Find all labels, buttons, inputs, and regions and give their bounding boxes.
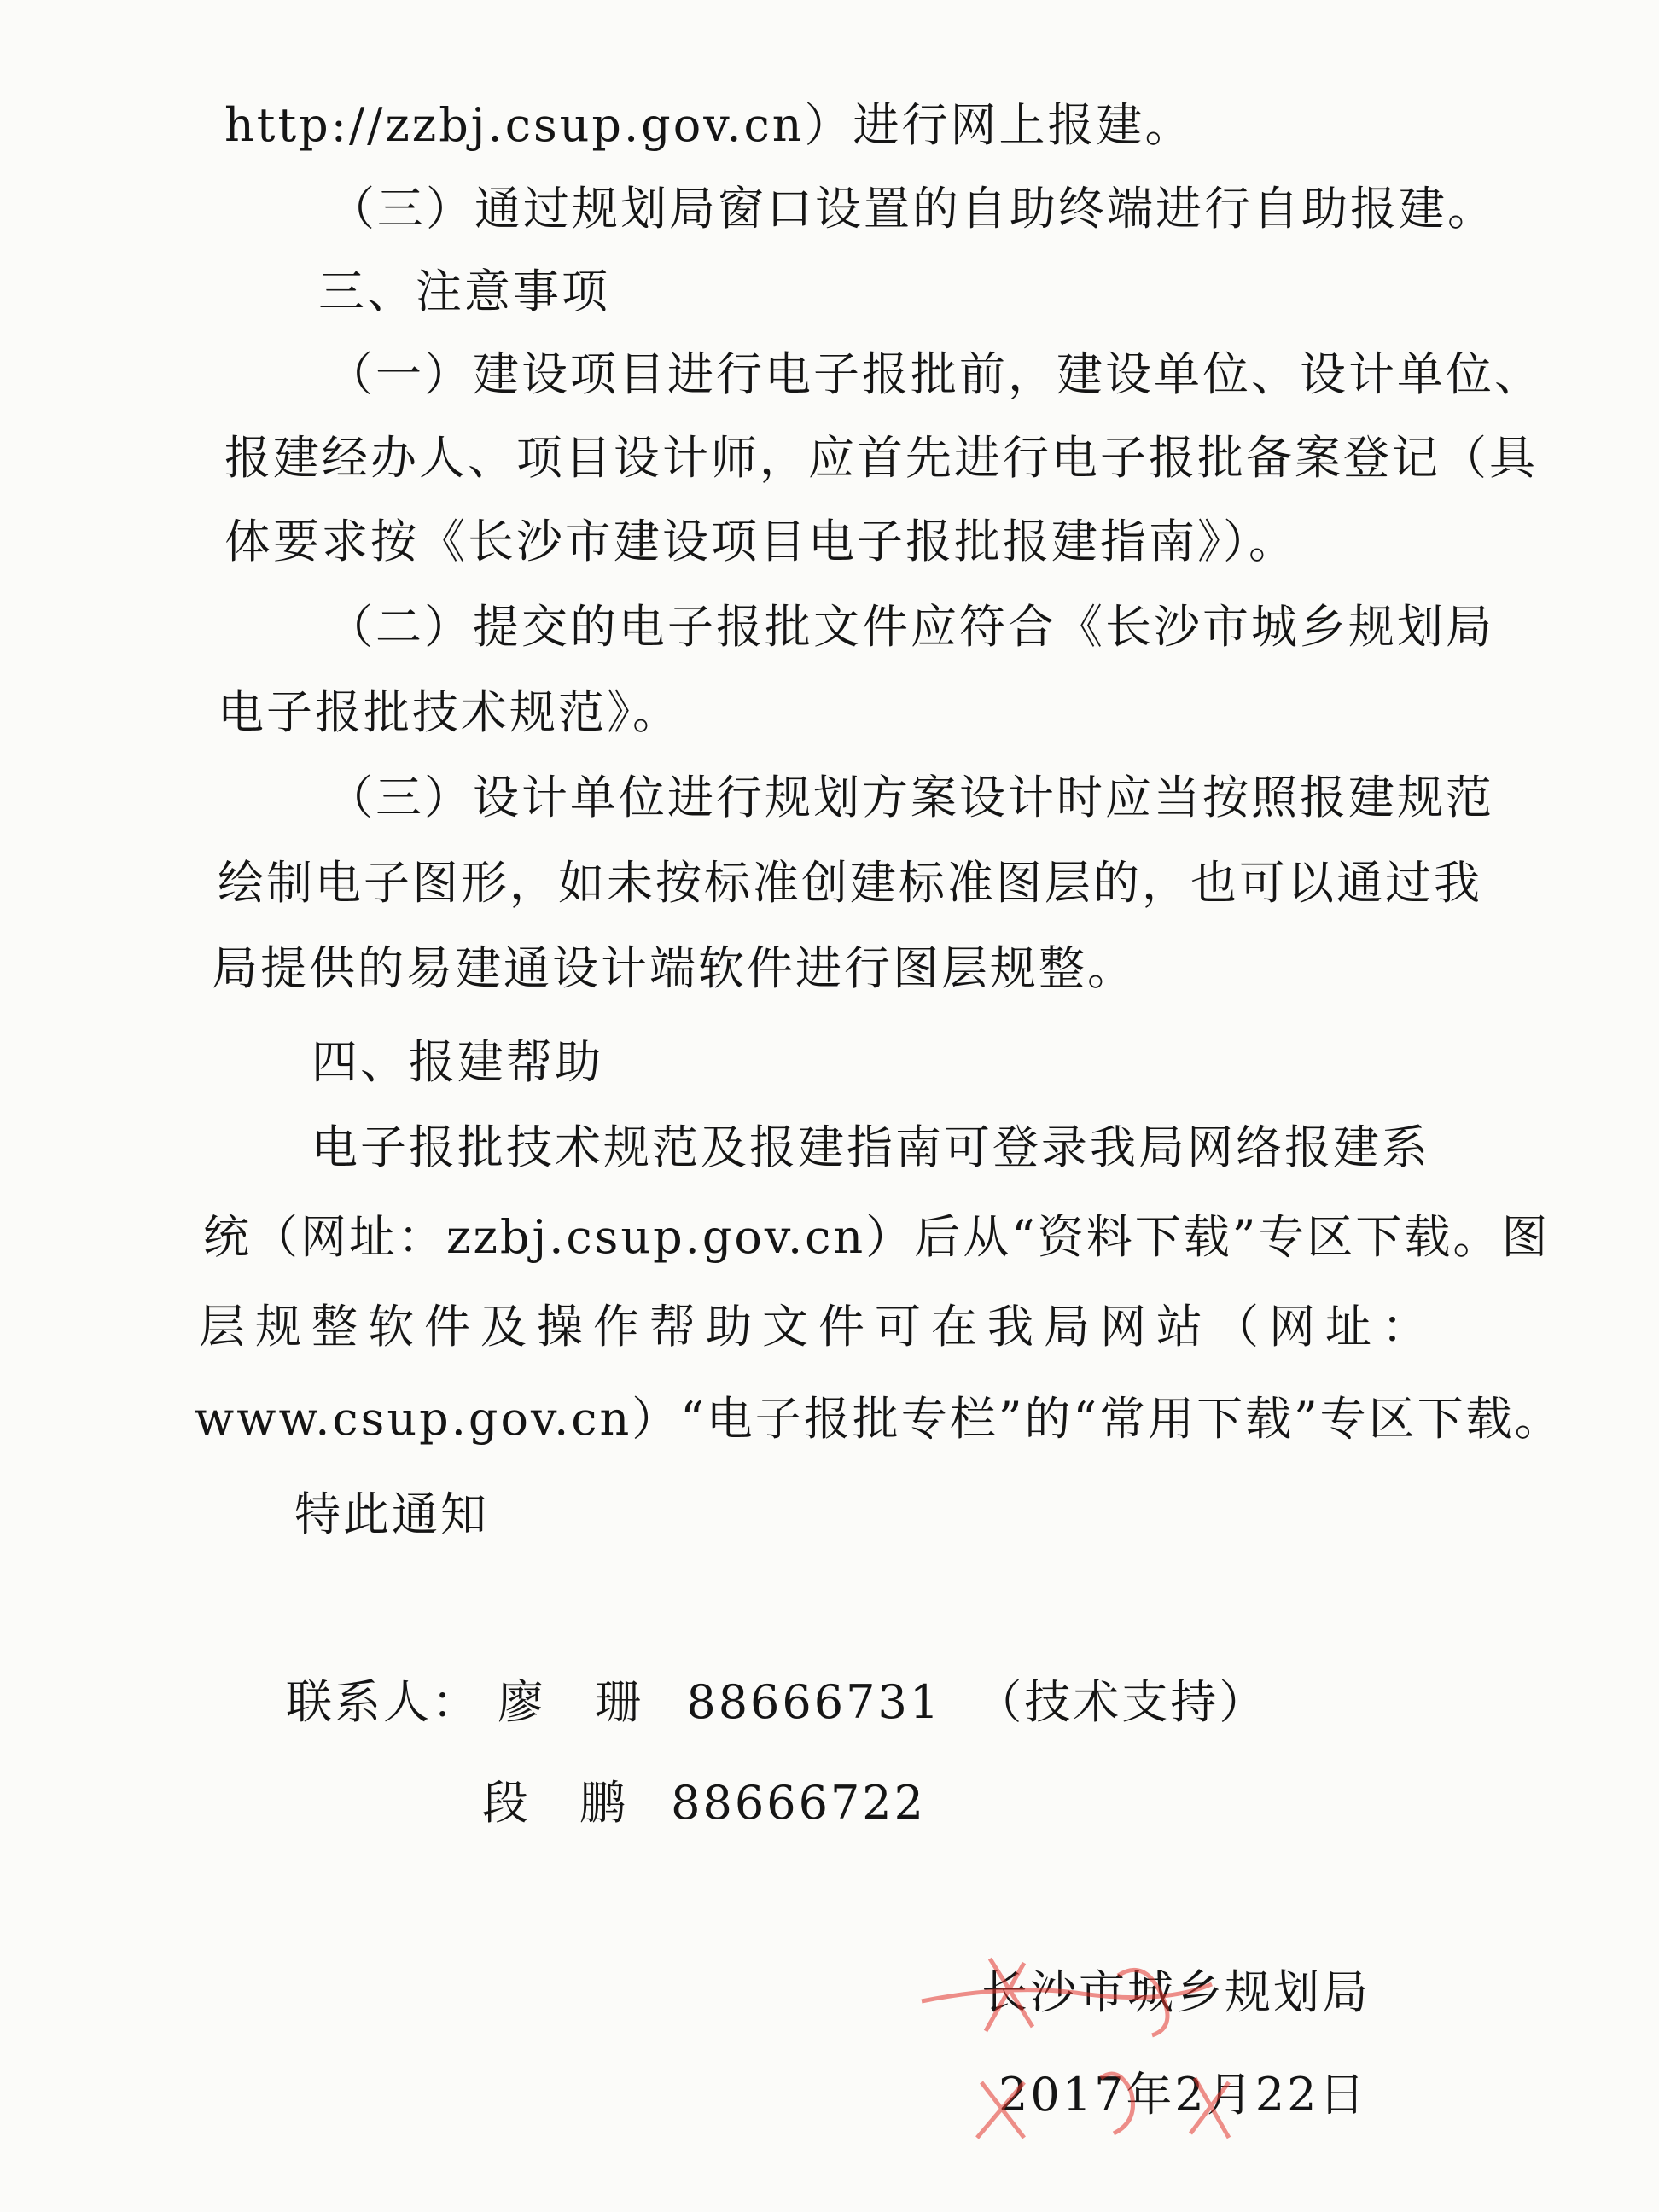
body-line-16: www.csup.gov.cn）“电子报批专栏”的“常用下载”专区下载。 xyxy=(195,1392,1563,1446)
body-line-1: http://zzbj.csup.gov.cn）进行网上报建。 xyxy=(224,98,1194,152)
contact-1-name: 廖 珊 xyxy=(498,1675,644,1729)
section-heading-help: 四、报建帮助 xyxy=(311,1035,603,1089)
body-line-4: （一）建设项目进行电子报批前，建设单位、设计单位、 xyxy=(327,347,1543,401)
body-line-14: 统（网址：zzbj.csup.gov.cn）后从“资料下载”专区下载。图 xyxy=(203,1210,1551,1264)
body-line-9: （三）设计单位进行规划方案设计时应当按照报建规范 xyxy=(327,771,1494,824)
body-line-15-text: 层规整软件及操作帮助文件可在我局网站（网址： xyxy=(199,1300,1438,1353)
contact-2-phone: 88666722 xyxy=(671,1776,927,1830)
body-line-6: 体要求按《长沙市建设项目电子报批报建指南》）。 xyxy=(224,515,1297,568)
closing-phrase: 特此通知 xyxy=(294,1487,489,1541)
body-line-7: （二）提交的电子报批文件应符合《长沙市城乡规划局 xyxy=(327,600,1494,654)
body-line-2: （三）通过规划局窗口设置的自助终端进行自助报建。 xyxy=(329,182,1496,236)
signature-org: 长沙市城乡规划局 xyxy=(981,1965,1371,2019)
body-line-5: 报建经办人、项目设计师，应首先进行电子报批备案登记（具 xyxy=(224,431,1538,485)
section-heading-notes: 三、注意事项 xyxy=(318,265,610,318)
contact-2-name: 段 鹏 xyxy=(482,1776,628,1830)
body-line-10: 绘制电子图形，如未按标准创建标准图层的，也可以通过我 xyxy=(218,856,1482,910)
signature-date: 2017年2月22日 xyxy=(998,2068,1368,2122)
contact-row-2 xyxy=(482,1773,926,1833)
body-line-13: 电子报批技术规范及报建指南可登录我局网络报建系 xyxy=(311,1121,1430,1174)
contact-1-phone: 88666731 xyxy=(686,1675,942,1729)
body-line-11: 局提供的易建通设计端软件进行图层规整。 xyxy=(212,941,1136,995)
body-line-8: 电子报批技术规范》。 xyxy=(218,685,681,739)
contact-label: 联系人： xyxy=(286,1675,480,1729)
contact-1-note: （技术支持） xyxy=(975,1675,1268,1729)
contact-row-1 xyxy=(286,1673,1267,1732)
body-line-15 xyxy=(199,1297,1445,1357)
